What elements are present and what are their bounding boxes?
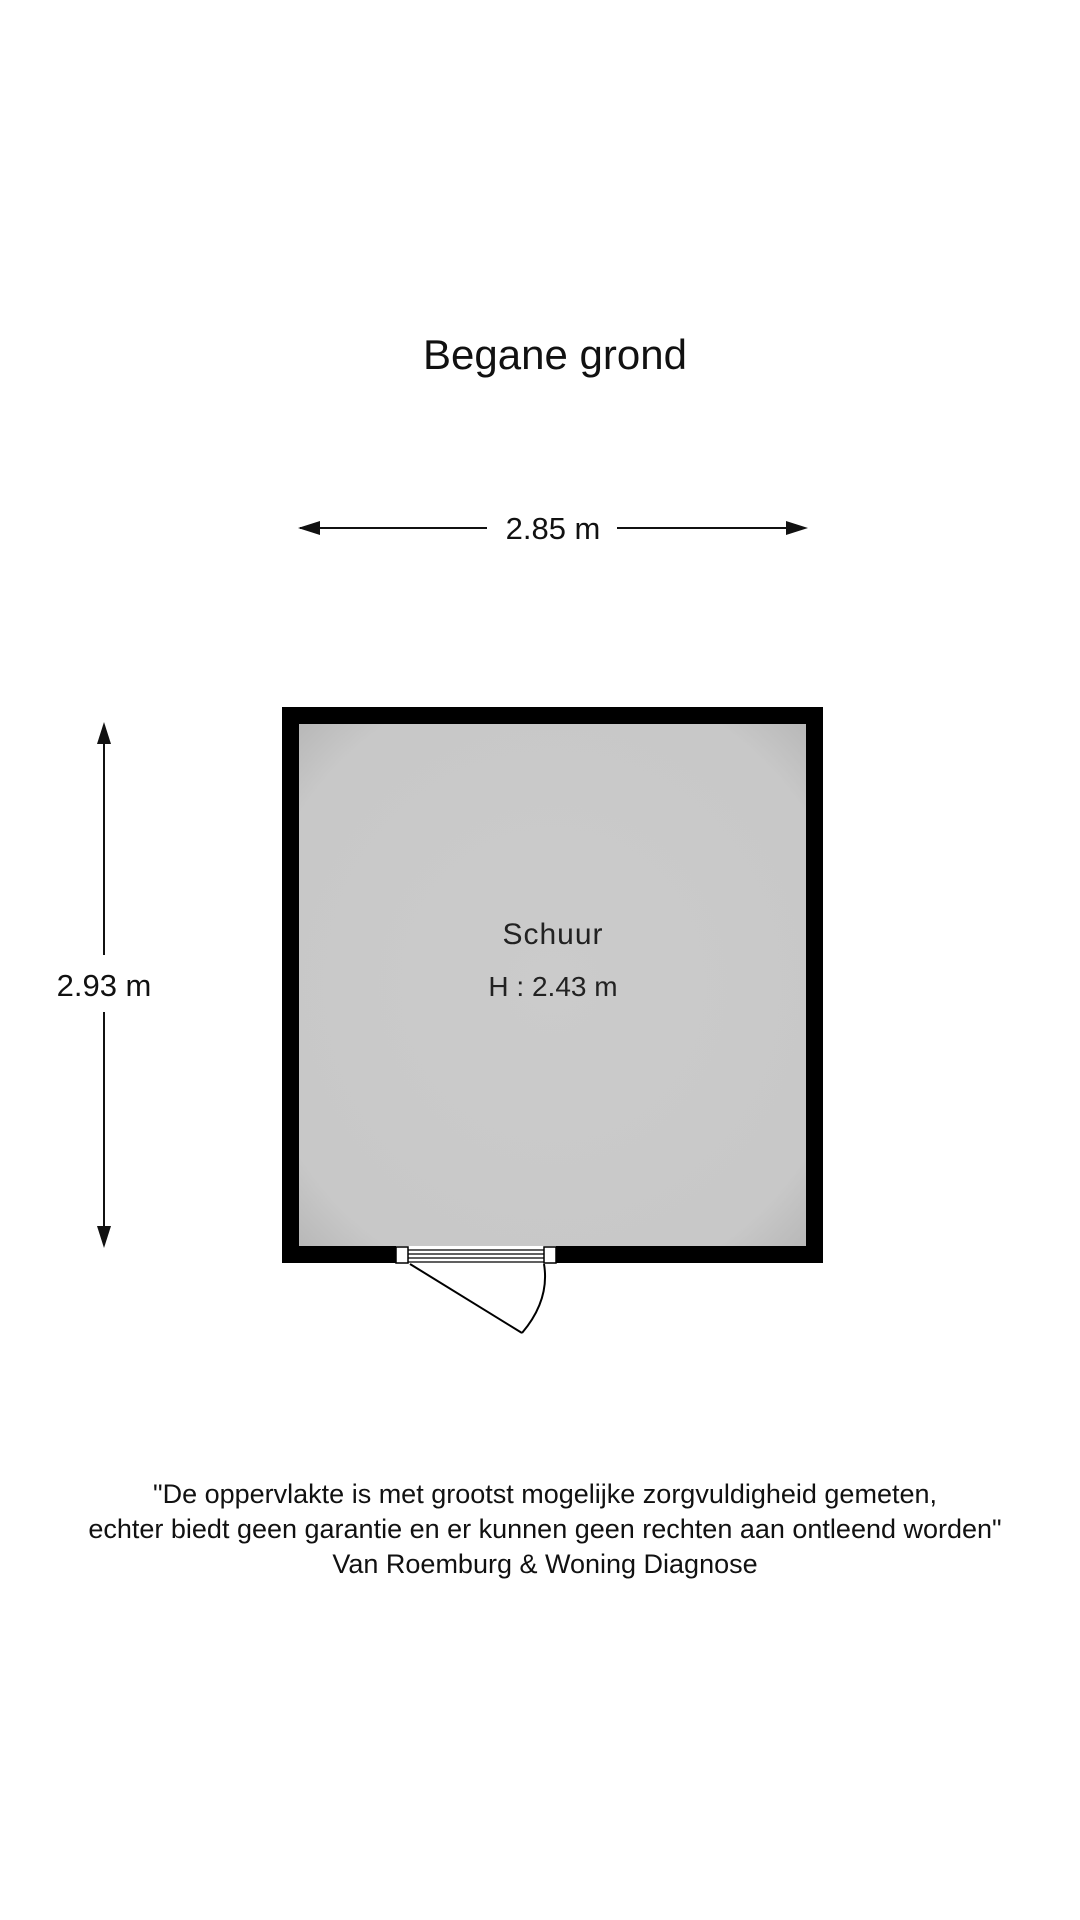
room-name: Schuur xyxy=(502,918,604,951)
door-jamb-left xyxy=(396,1247,408,1263)
arrow-right-icon xyxy=(786,521,808,535)
door-jamb-right xyxy=(544,1247,556,1263)
arrow-down-icon xyxy=(97,1226,111,1248)
room-height: H : 2.43 m xyxy=(488,971,618,1002)
room-schuur xyxy=(282,707,823,1263)
disclaimer-line-3: Van Roemburg & Woning Diagnose xyxy=(332,1549,758,1579)
width-dimension xyxy=(298,511,808,546)
width-label: 2.85 m xyxy=(505,511,601,546)
door xyxy=(396,1246,556,1333)
disclaimer-line-1: "De oppervlakte is met grootst mogelijke zorgvuldigheid gemeten, xyxy=(153,1479,937,1509)
disclaimer xyxy=(0,1477,1080,1582)
door-swing-arc xyxy=(522,1264,545,1333)
arrow-up-icon xyxy=(97,722,111,744)
depth-dimension xyxy=(57,722,152,1248)
door-leaf xyxy=(410,1264,522,1333)
door-opening xyxy=(396,1246,556,1264)
depth-label: 2.93 m xyxy=(56,968,152,1003)
arrow-left-icon xyxy=(298,521,320,535)
disclaimer-line-2: echter biedt geen garantie en er kunnen geen rechten aan ontleend worden" xyxy=(88,1514,1002,1544)
floor-title: Begane grond xyxy=(423,331,687,378)
